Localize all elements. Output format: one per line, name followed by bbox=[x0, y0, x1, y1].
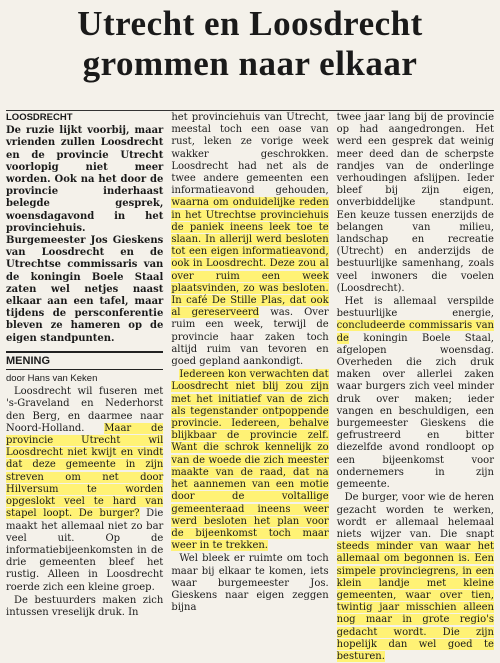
paragraph bbox=[337, 296, 494, 491]
column-2 bbox=[171, 112, 329, 614]
paragraph-text: het provinciehuis van Utrecht, meestal toch een oase van rust, leken ze vorige week wakker geschrokken. Loosdrecht had net als de twee andere gemeenten een informatieavond gehouden, bbox=[171, 112, 329, 197]
paragraph bbox=[171, 112, 328, 368]
paragraph-text: Het is allemaal verspilde bestuurlijke energie, bbox=[336, 296, 494, 320]
byline: door Hans van Keken bbox=[6, 373, 98, 385]
section-label: MENING bbox=[6, 351, 163, 370]
column-1 bbox=[6, 112, 164, 618]
highlighted-text: steeds minder van waar het allemaal om begonnen is. Een simpele provinciegrens, in een klein landje met kleine gemeenten, waar over tien, twintig jaar misschien alleen nog maar in grote regio's gedacht wordt. Die zijn hopelijk dan wel goed te besturen. bbox=[336, 541, 494, 662]
paragraph-text: Die maakt het allemaal niet zo bar veel uit. Op de informatiebijeenkomsten in de drie gemeenten bleef het rustig. Alleen in Loosdrecht roerde zich een kleine groep. bbox=[6, 508, 164, 593]
paragraph bbox=[337, 492, 494, 663]
paragraph: twee jaar lang bij de provincie op had aangedrongen. Het werd een gesprek dat weinig meer deed dan de scherpste randjes van de onderlinge verhoudingen afslijpen. Ieder bleef bij zijn eigen, onverbiddelijke standpunt. Een keuze tussen enerzijds de belangen van milieu, landschap en recreatie (Utrecht) en anderzijds de bestuurlijke samenhang, zoals veel inwoners die voelen (Loosdrecht). bbox=[336, 112, 494, 294]
article-columns bbox=[6, 112, 494, 662]
paragraph bbox=[6, 386, 163, 593]
highlighted-text: Maar de provincie Utrecht wil Loosdrecht niet kwijt en vindt dat deze gemeente in zijn streven om net door Hilversum te worden opgeslokt veel te hard van stapel loopt. De burger? bbox=[6, 422, 164, 520]
headline-block bbox=[6, 4, 494, 111]
paragraph-text: De burger, voor wie de heren gezacht worden te werken, wordt er allemaal helemaal niets wijzer van. Die snapt bbox=[336, 492, 494, 540]
headline-line-1: Utrecht en Loosdrecht bbox=[77, 4, 423, 43]
paragraph-text: was. Over ruim een week, terwijl de provincie haar zaken toch altijd ruim van tevoren en goed gepland aankondigt. bbox=[171, 307, 329, 368]
paragraph: Wel bleek er ruimte om toch maar bij elkaar te komen, iets waar burgemeester Jos. Gieskens naar eigen zeggen bijna bbox=[171, 553, 329, 614]
paragraph-text: Loosdrecht wil fuseren met 's-Graveland en Nederhorst den Berg, en daarmee naar Noord-Holland. bbox=[6, 386, 164, 434]
column-3 bbox=[336, 112, 494, 662]
highlighted-text: waarna om onduidelijke reden in het Utrechtse provinciehuis de paniek ineens leek toe te slaan. In allerijl werd besloten tot een eigen informatieavond, ook in Loosdrecht. Deze zou al over ruim een week plaatsvinden, zo was besloten. In café De Stille Plas, dat ook al gereserveerd bbox=[171, 197, 329, 319]
highlighted-text: Iedereen kon verwachten dat Loosdrecht niet blij zou zijn met het initiatief van de zich als tegenstander ontpoppende provincie. Iedereen, behalve blijkbaar de provincie zelf. Want die schrok kennelijk zo van de woede die zich meester maakte van de raad, dat na het aannemen van een motie door de voltallige gemeenteraad ineens weer werd besloten het plan voor de bijeenkomst toch maar weer in te trekken. bbox=[171, 369, 329, 552]
paragraph-text: koningin Boele Staal, afgelopen woensdag. Overheden die zich druk maken over allerlei zaken waar burgers zich veel minder druk over maken; ieder vangen en beschuldigen, een burgemeester Gieskens die gefrustreerd en bitter diezelfde avond rondloopt op een bijeenkomst voor ondernemers in zijn gemeente. bbox=[336, 332, 494, 491]
headline-line-2: grommen naar elkaar bbox=[82, 44, 418, 83]
paragraph: De bestuurders maken zich intussen vreselijk druk. In bbox=[6, 594, 164, 618]
dateline: LOOSDRECHT bbox=[6, 112, 73, 123]
paragraph bbox=[171, 369, 328, 552]
highlighted-text: concludeerde commissaris van de bbox=[336, 320, 494, 344]
lead-paragraph: De ruzie lijkt voorbij, maar vrienden zullen Loosdrecht en de provincie Utrecht voorlopig niet meer worden. Ook na het door de provincie inderhaast belegde gesprek, woensdagavond in het provinciehuis. Burgemeester Jos Gieskens van Loosdrecht en de Utrechtse commissaris van de koningin Boele Staal zaten wel netjes naast elkaar aan een tafel, maar tijdens de persconferentie bleven ze hameren op de eigen standpunten. bbox=[6, 125, 164, 344]
